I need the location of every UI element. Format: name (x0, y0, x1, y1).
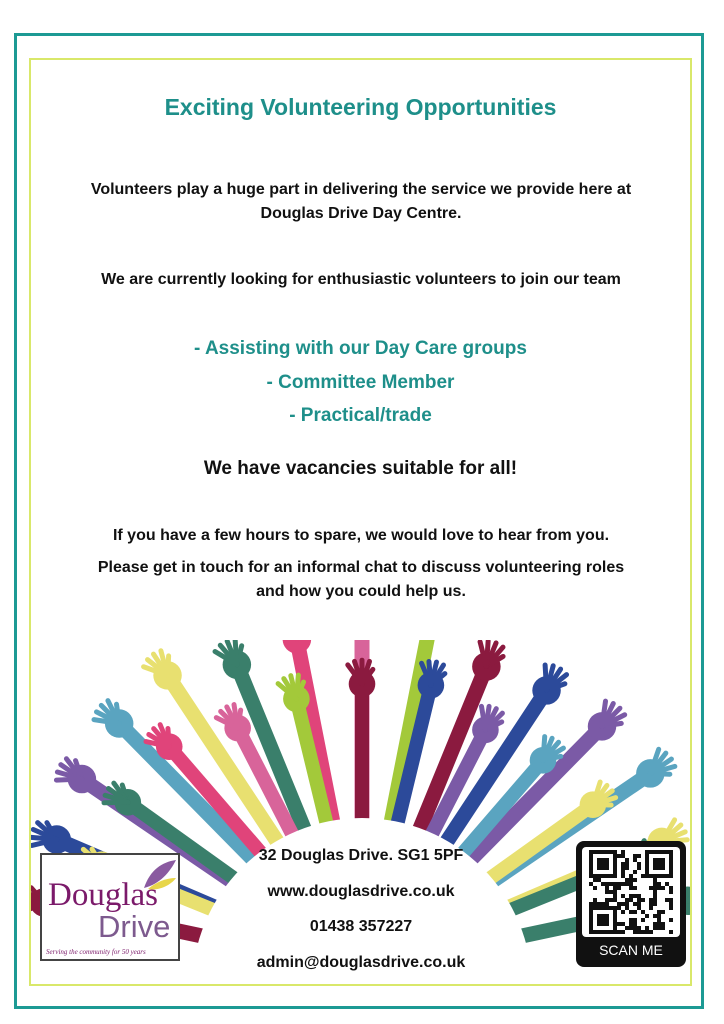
get-in-touch-text (41, 556, 681, 604)
logo-word-douglas: Douglas (48, 877, 158, 913)
get-in-touch-line-1: Please get in touch for an informal chat to discuss volunteering roles (97, 559, 625, 576)
roles-list (31, 332, 690, 433)
douglas-drive-logo (40, 853, 180, 961)
role-item: - Committee Member (266, 371, 455, 393)
qr-icon (582, 847, 680, 937)
intro-text (41, 178, 681, 226)
contact-address: 32 Douglas Drive. SG1 5PF (258, 847, 464, 864)
qr-code[interactable] (576, 841, 686, 967)
role-item: - Assisting with our Day Care groups (194, 338, 527, 359)
intro-line-1: Volunteers play a huge part in delivering the service we provide here at (90, 181, 632, 198)
raised-hand (348, 660, 376, 827)
looking-text: We are currently looking for enthusiastic volunteers to join our team (101, 271, 621, 288)
contact-phone[interactable]: 01438 357227 (309, 918, 413, 935)
contact-email[interactable]: admin@douglasdrive.co.uk (256, 953, 466, 971)
qr-pattern (582, 847, 680, 937)
get-in-touch-line-2: and how you could help us. (256, 583, 466, 600)
logo-tagline: Serving the community for 50 years (46, 948, 146, 956)
contact-website[interactable]: www.douglasdrive.co.uk (267, 882, 455, 900)
poster-title: Exciting Volunteering Opportunities (164, 94, 557, 120)
spare-time-text: If you have a few hours to spare, we would love to hear from you. (112, 527, 610, 544)
poster (29, 58, 692, 986)
contact-block (211, 838, 511, 980)
role-item: - Practical/trade (289, 405, 432, 426)
vacancies-text: We have vacancies suitable for all! (203, 458, 518, 479)
intro-line-2: Douglas Drive Day Centre. (260, 205, 462, 222)
logo-word-drive: Drive (98, 909, 171, 944)
scan-me-label: SCAN ME (599, 942, 663, 958)
